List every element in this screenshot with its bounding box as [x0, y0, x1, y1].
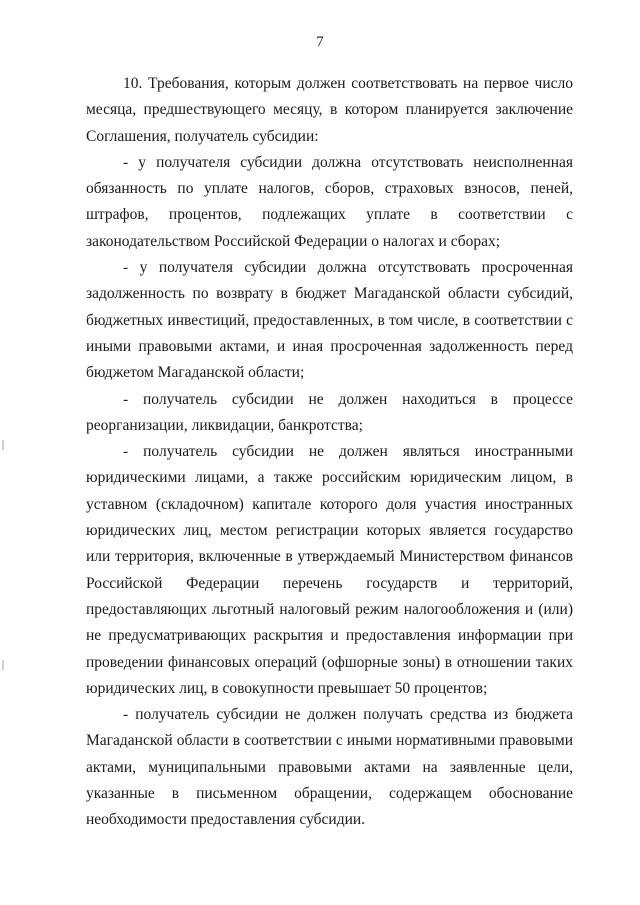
paragraph-no-overdue-debt: - у получателя субсидии должна отсутствовать просроченная задолженность по возврату в бюджет Магаданской области субсидий, бюджетных инвестиций, предоставленных, в том числе, в соответствии с иными правовыми актами, и иная просроченная задолженность перед бюджетом Магаданской области;: [86, 259, 573, 382]
paragraph-no-reorganization: - получатель субсидии не должен находиться в процессе реорганизации, ликвидации, банкротства;: [86, 390, 573, 434]
paragraph-requirements-intro: 10. Требования, которым должен соответствовать на первое число месяца, предшествующего месяцу, в котором планируется заключение Соглашения, получатель субсидии:: [86, 75, 573, 145]
page-number: 7: [316, 34, 324, 50]
document-body: [86, 71, 573, 834]
scan-edge-mark: [2, 440, 4, 450]
paragraph-no-duplicate-funding: - получатель субсидии не должен получать средства из бюджета Магаданской области в соответствии с иными нормативными правовыми актами, муниципальными правовыми актами на заявленные цели, указанные в письменном обращении, содержащем обоснование необходимости предоставления субсидии.: [86, 706, 573, 829]
paragraph-no-tax-arrears: - у получателя субсидии должна отсутствовать неисполненная обязанность по уплате налогов, сборов, страховых взносов, пеней, штрафов, процентов, подлежащих уплате в соответствии с законодательством Российской Федерации о налогах и сборах;: [86, 153, 573, 250]
paragraph-no-foreign-entity: - получатель субсидии не должен являться иностранными юридическими лицами, а также российским юридическим лицом, в уставном (складочном) капитале которого доля участия иностранных юридических лиц, местом регистрации которых является государство или территория, включенные в утверждаемый Министерством финансов Российской Федерации перечень государств и территорий, предоставляющих льготный налоговый режим налогообложения и (или) не предусматривающих раскрытия и предоставления информации при проведении финансовых операций (офшорные зоны) в отношении таких юридических лиц, в совокупности превышает 50 процентов;: [86, 443, 573, 697]
scan-edge-mark: [2, 660, 4, 670]
